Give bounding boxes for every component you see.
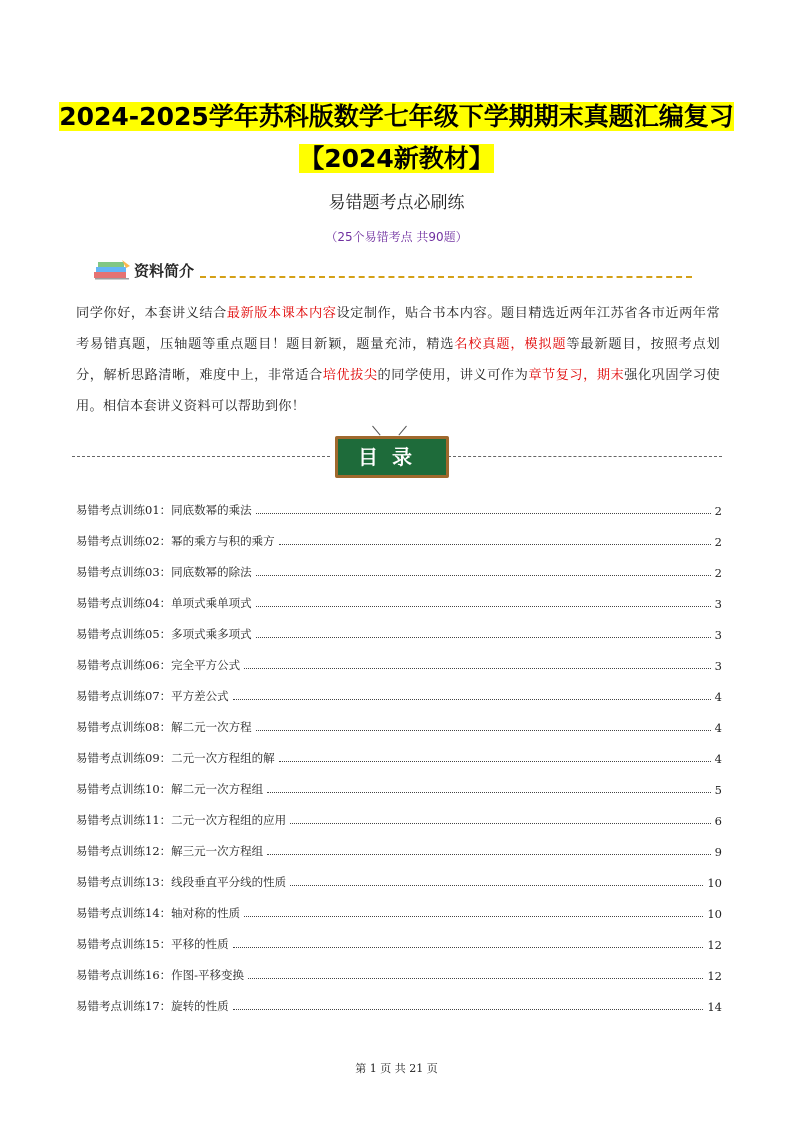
intro-section-header bbox=[92, 256, 692, 282]
toc-entry-page: 12 bbox=[707, 969, 722, 983]
toc-entry-page: 10 bbox=[707, 907, 722, 921]
toc-entry[interactable] bbox=[76, 828, 722, 859]
toc-leader-dots bbox=[279, 544, 711, 545]
toc-entry[interactable] bbox=[76, 673, 722, 704]
toc-entry-label: 易错考点训练13：线段垂直平分线的性质 bbox=[76, 875, 287, 889]
toc-entry-page: 4 bbox=[714, 690, 722, 704]
toc-entry[interactable] bbox=[76, 952, 722, 983]
toc-entry-label: 易错考点训练05：多项式乘多项式 bbox=[76, 627, 252, 641]
toc-leader-dots bbox=[256, 606, 711, 607]
toc-leader-dots bbox=[279, 761, 711, 762]
toc-entry-page: 12 bbox=[707, 938, 722, 952]
toc-entry-label: 易错考点训练04：单项式乘单项式 bbox=[76, 596, 252, 610]
toc-leader-dots bbox=[256, 730, 711, 731]
toc-entry[interactable] bbox=[76, 704, 722, 735]
edition-tag: 【2024新教材】 bbox=[299, 144, 494, 173]
toc-entry-page: 4 bbox=[714, 721, 722, 735]
toc-entry-label: 易错考点训练15：平移的性质 bbox=[76, 937, 229, 951]
toc-entry-page: 3 bbox=[714, 597, 722, 611]
toc-leader-dots bbox=[256, 513, 711, 514]
toc-entry[interactable] bbox=[76, 642, 722, 673]
toc-entry-page: 5 bbox=[714, 783, 722, 797]
toc-leader-dots bbox=[233, 699, 711, 700]
page-footer: 第 1 页 共 21 页 bbox=[355, 1062, 438, 1075]
toc-entry[interactable] bbox=[76, 611, 722, 642]
toc-leader-dots bbox=[290, 823, 711, 824]
toc-entry-page: 2 bbox=[714, 566, 722, 580]
table-of-contents bbox=[76, 487, 722, 1014]
toc-entry[interactable] bbox=[76, 859, 722, 890]
toc-heading-board: 目录 bbox=[335, 436, 449, 478]
toc-leader-dots bbox=[256, 637, 711, 638]
toc-entry[interactable] bbox=[76, 580, 722, 611]
toc-entry-page: 2 bbox=[714, 535, 722, 549]
toc-entry-label: 易错考点训练11：二元一次方程组的应用 bbox=[76, 813, 287, 827]
toc-entry[interactable] bbox=[76, 549, 722, 580]
toc-leader-dots bbox=[244, 916, 703, 917]
highlight-text: 名校真题，模拟题 bbox=[454, 337, 567, 352]
toc-entry-page: 10 bbox=[707, 876, 722, 890]
title-line-2 bbox=[0, 142, 793, 176]
toc-entry[interactable] bbox=[76, 983, 722, 1014]
toc-entry-page: 4 bbox=[714, 752, 722, 766]
highlight-text: 章节复习，期末 bbox=[528, 368, 625, 383]
toc-entry[interactable] bbox=[76, 797, 722, 828]
toc-leader-dots bbox=[233, 1009, 704, 1010]
toc-entry-page: 6 bbox=[714, 814, 722, 828]
toc-entry-label: 易错考点训练07：平方差公式 bbox=[76, 689, 229, 703]
intro-paragraph: 同学你好，本套讲义结合最新版本课本内容设定制作，贴合书本内容。题目精选近两年江苏省各市近两年常考易错真题，压轴题等重点题目！题目新颖，题量充沛，精选名校真题，模拟题等最新题目，按照考点划分，解析思路清晰，难度中上，非常适合培优拔尖的同学使用，讲义可作为章节复习，期末强化巩固学习使用。相信本套讲义资料可以帮助到你！ bbox=[76, 306, 720, 414]
toc-entry-page: 3 bbox=[714, 659, 722, 673]
books-icon bbox=[92, 258, 132, 280]
highlight-text: 培优拔尖 bbox=[322, 368, 378, 383]
toc-divider-right bbox=[448, 456, 722, 457]
toc-entry[interactable] bbox=[76, 735, 722, 766]
toc-entry-label: 易错考点训练03：同底数幂的除法 bbox=[76, 565, 252, 579]
board-string bbox=[372, 426, 380, 436]
toc-entry-label: 易错考点训练10：解二元一次方程组 bbox=[76, 782, 264, 796]
toc-entry-label: 易错考点训练12：解三元一次方程组 bbox=[76, 844, 264, 858]
toc-entry-label: 易错考点训练01：同底数幂的乘法 bbox=[76, 503, 252, 517]
toc-entry[interactable] bbox=[76, 518, 722, 549]
toc-entry-page: 3 bbox=[714, 628, 722, 642]
toc-banner bbox=[72, 426, 722, 486]
toc-entry-label: 易错考点训练08：解二元一次方程 bbox=[76, 720, 252, 734]
toc-divider-left bbox=[72, 456, 330, 457]
toc-entry[interactable] bbox=[76, 766, 722, 797]
toc-entry-page: 9 bbox=[714, 845, 722, 859]
main-title: 2024-2025学年苏科版数学七年级下学期期末真题汇编复习 bbox=[59, 102, 734, 131]
highlight-text: 最新版本课本内容 bbox=[226, 306, 337, 321]
toc-entry-label: 易错考点训练14：轴对称的性质 bbox=[76, 906, 241, 920]
toc-entry-label: 易错考点训练06：完全平方公式 bbox=[76, 658, 241, 672]
intro-heading: 资料简介 bbox=[134, 262, 195, 280]
toc-leader-dots bbox=[267, 854, 711, 855]
toc-entry-page: 2 bbox=[714, 504, 722, 518]
toc-leader-dots bbox=[233, 947, 704, 948]
toc-leader-dots bbox=[290, 885, 703, 886]
question-count: （25个易错考点 共90题） bbox=[325, 230, 468, 244]
toc-leader-dots bbox=[267, 792, 711, 793]
toc-entry-label: 易错考点训练16：作图-平移变换 bbox=[76, 968, 245, 982]
toc-entry[interactable] bbox=[76, 487, 722, 518]
toc-leader-dots bbox=[248, 978, 703, 979]
toc-leader-dots bbox=[256, 575, 711, 576]
board-string bbox=[398, 426, 406, 436]
toc-entry-label: 易错考点训练09：二元一次方程组的解 bbox=[76, 751, 275, 765]
toc-leader-dots bbox=[244, 668, 711, 669]
title-line-1 bbox=[0, 100, 793, 134]
toc-entry-label: 易错考点训练02：幂的乘方与积的乘方 bbox=[76, 534, 275, 548]
subtitle: 易错题考点必刷练 bbox=[328, 193, 465, 213]
toc-entry[interactable] bbox=[76, 890, 722, 921]
toc-entry[interactable] bbox=[76, 921, 722, 952]
heading-divider bbox=[200, 276, 692, 278]
toc-entry-label: 易错考点训练17：旋转的性质 bbox=[76, 999, 229, 1013]
toc-entry-page: 14 bbox=[707, 1000, 722, 1014]
